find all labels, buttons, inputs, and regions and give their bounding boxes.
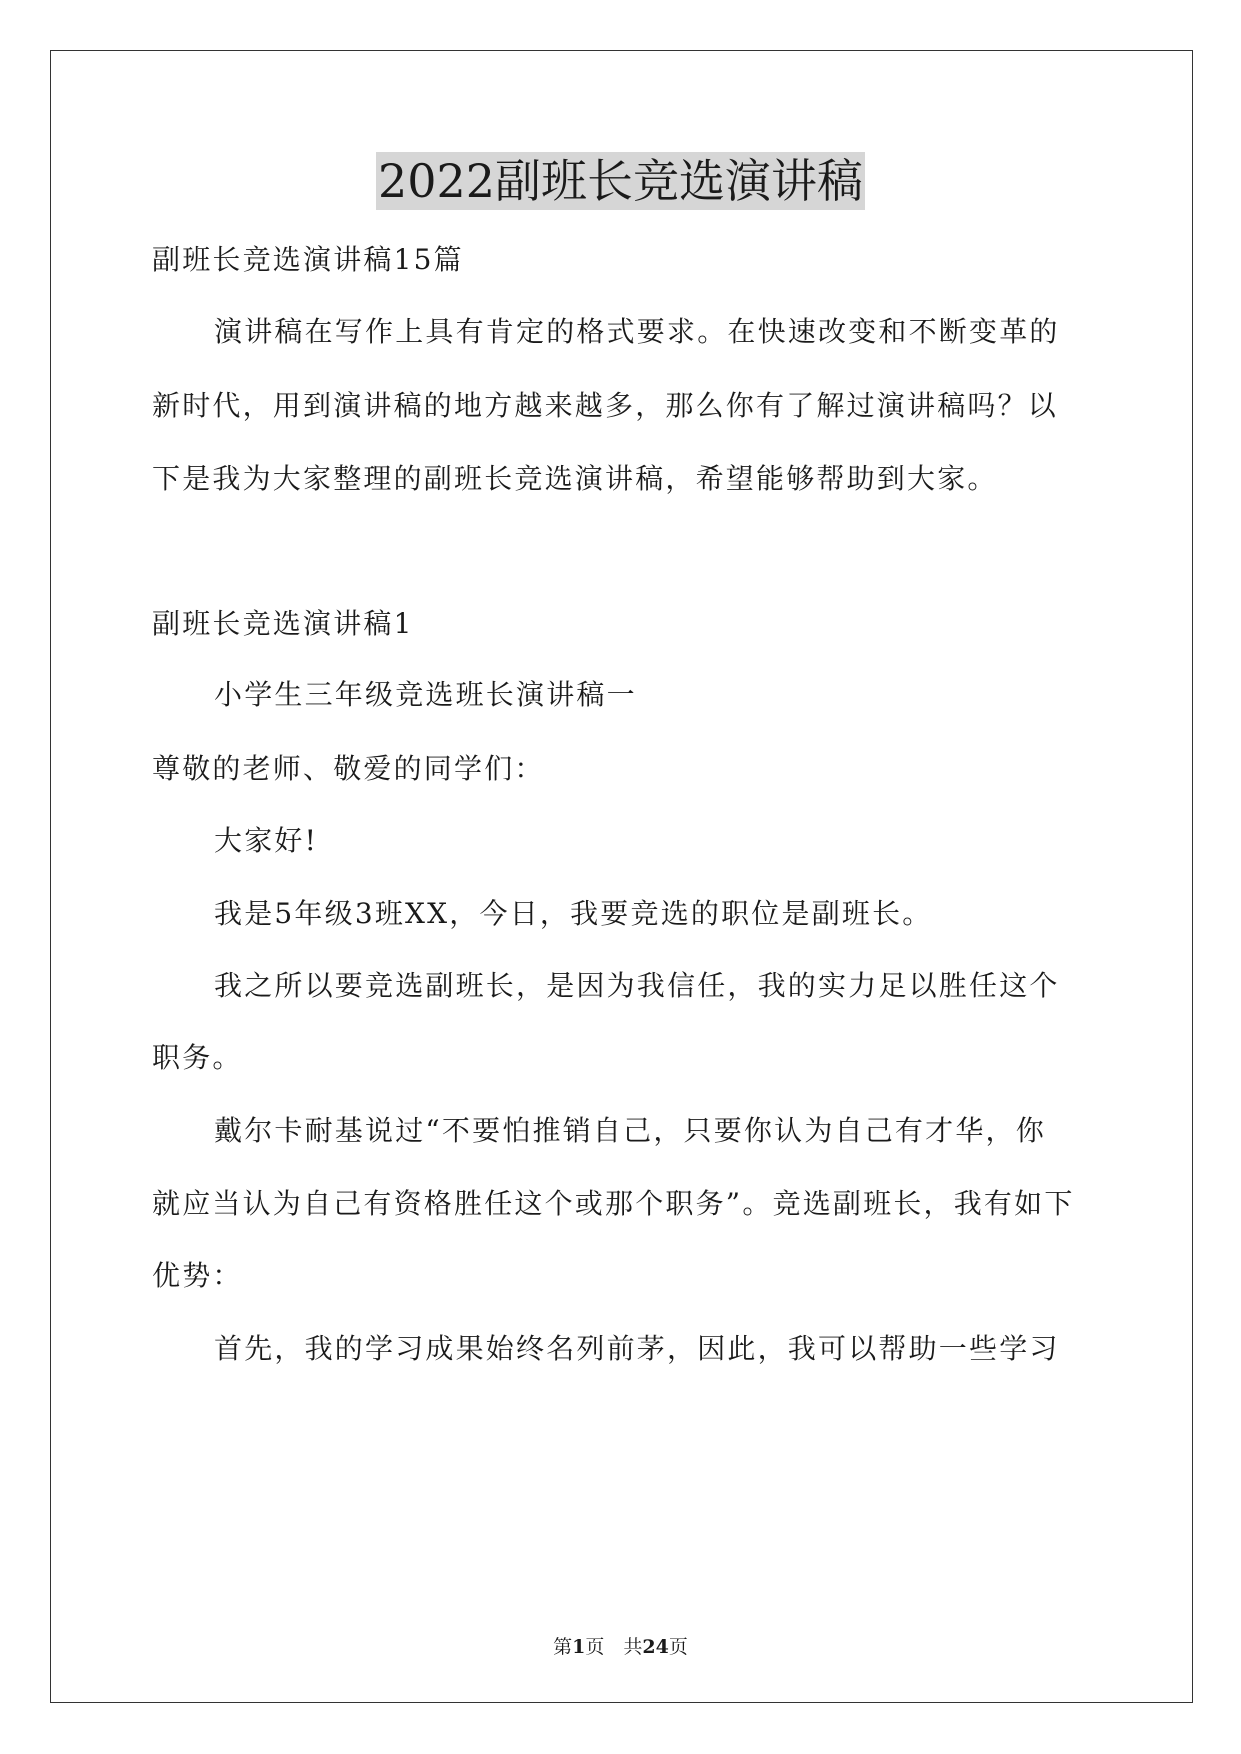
paragraph-line: 就应当认为自己有资格胜任这个或那个职务”。竞选副班长，我有如下 bbox=[152, 1187, 1075, 1220]
paragraph-line: 首先，我的学习成果始终名列前茅，因此，我可以帮助一些学习 bbox=[214, 1332, 1060, 1365]
paragraph-line: 我之所以要竞选副班长，是因为我信任，我的实力足以胜任这个 bbox=[214, 969, 1060, 1002]
document-title: 2022副班长竞选演讲稿 bbox=[377, 154, 864, 208]
paragraph-line: 大家好! bbox=[214, 824, 319, 857]
paragraph-line: 新时代，用到演讲稿的地方越来越多，那么你有了解过演讲稿吗？以 bbox=[152, 389, 1059, 422]
paragraph-line: 戴尔卡耐基说过“不要怕推销自己，只要你认为自己有才华，你 bbox=[214, 1114, 1046, 1147]
paragraph-line: 我是5年级3班XX，今日，我要竞选的职位是副班长。 bbox=[214, 897, 933, 930]
title-container bbox=[0, 152, 1241, 210]
subtitle-line: 副班长竞选演讲稿15篇 bbox=[152, 243, 464, 276]
page-footer bbox=[0, 1632, 1241, 1659]
paragraph-line: 职务。 bbox=[152, 1041, 243, 1074]
footer-page-prefix: 第 bbox=[553, 1636, 573, 1658]
section-heading: 副班长竞选演讲稿1 bbox=[152, 607, 414, 640]
paragraph-line: 演讲稿在写作上具有肯定的格式要求。在快速改变和不断变革的 bbox=[214, 315, 1060, 348]
paragraph-line: 小学生三年级竞选班长演讲稿一 bbox=[214, 678, 637, 711]
paragraph-line: 优势： bbox=[152, 1259, 243, 1292]
footer-page-mid: 页 共 bbox=[585, 1636, 643, 1658]
footer-page-suffix: 页 bbox=[668, 1636, 688, 1658]
page-border bbox=[50, 50, 1193, 1703]
footer-page-total: 24 bbox=[642, 1636, 669, 1658]
footer-page-current: 1 bbox=[572, 1636, 586, 1658]
paragraph-line: 下是我为大家整理的副班长竞选演讲稿，希望能够帮助到大家。 bbox=[152, 462, 998, 495]
paragraph-line: 尊敬的老师、敬爱的同学们： bbox=[152, 752, 545, 785]
